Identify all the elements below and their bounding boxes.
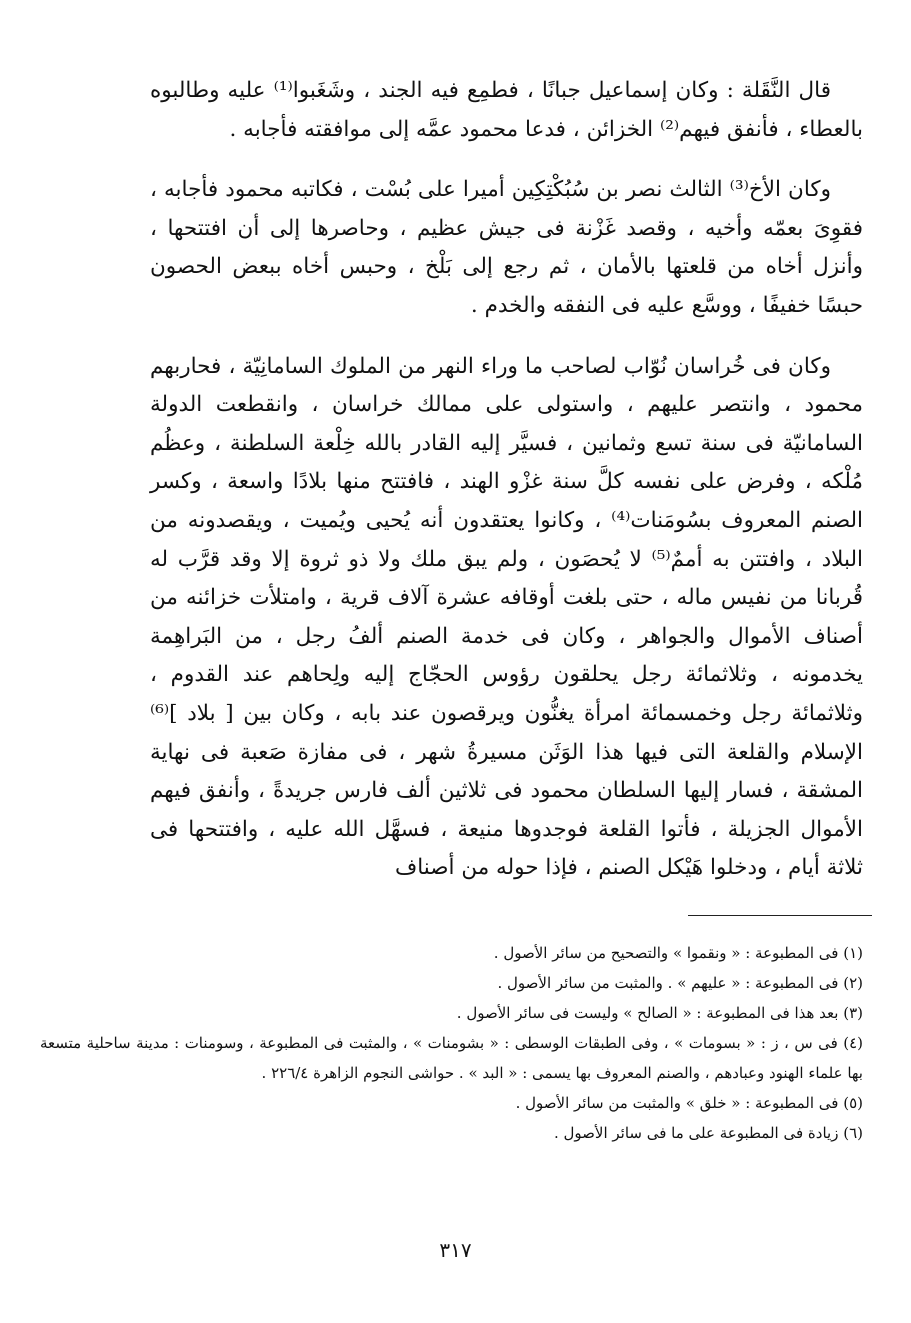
footnote-5: (٥) فى المطبوعة : « خلق » والمثبت من سائر الأصول . — [515, 1094, 863, 1112]
paragraph-2: وكان الأخ⁽³⁾ الثالث نصر بن سُبُكْتِكِين أميرا على بُسْت ، فكاتبه محمود فأجابه ، فقوِىَ بعمّه وأخيه ، وقصد غَزْنة فى جيش عظيم ، وحاصرها إلى أن افتتحها ، وأنزل أخاه من قلعتها بالأمان ، ثم رجع إلى بَلْخ ، وحبس أخاه ببعض الحصون حبسًا خفيفًا ، ووسَّع عليه فى النفقه والخدم . — [150, 177, 863, 318]
footnote-6: (٦) زيادة فى المطبوعة على ما فى سائر الأصول . — [553, 1124, 863, 1142]
footnote-divider — [688, 915, 872, 916]
footnote-3: (٣) بعد هذا فى المطبوعة : « الصالح » وليست فى سائر الأصول . — [456, 1004, 863, 1022]
footnote-4: (٤) فى س ، ز : « بسومات » ، وفى الطبقات الوسطى : « بشومنات » ، والمثبت فى المطبوعة ، وسومنات : مدينة ساحلية متسعة بها علماء الهنود وعبادهم ، والصنم المعروف بها يسمى : « البد » . حواشى النجوم الزاهرة ٢٢٦/٤ . — [40, 1034, 863, 1082]
paragraph-3: وكان فى خُراسان نُوّاب لصاحب ما وراء النهر من الملوك السامانِيّة ، فحاربهم محمود ، وانتصر عليهم ، واستولى على ممالك خراسان ، وانقطعت الدولة السامانيّة فى سنة تسع وثمانين ، فسيَّر إليه القادر بالله خِلْعة السلطنة ، وعظُم مُلْكه ، وفرض على نفسه كلَّ سنة غزْو الهند ، فافتتح منها بلادًا واسعة ، وكسر الصنم المعروف بسُومَنات⁽⁴⁾ ، وكانوا يعتقدون أنه يُحيى ويُميت ، ويقصدونه من البلاد ، وافتتن به أممٌ⁽⁵⁾ لا يُحصَون ، ولم يبق ملك ولا ذو ثروة إلا وقد قرَّب له قُربانا من نفيس ماله ، حتى بلغت أوقافه عشرة آلاف قرية ، وامتلأت خزائنه من أصناف الأموال والجواهر ، وكان فى خدمة الصنم ألفُ رجل ، من البَراهِمة يخدمونه ، وثلاثمائة رجل يحلقون رؤوس الحجّاج إليه ولِحاهم عند القدوم ، وثلاثمائة رجل وخمسمائة امرأة يغنُّون ويرقصون عند بابه ، وكان بين [ بلاد ]⁽⁶⁾ الإسلام والقلعة التى فيها هذا الوَثَن مسيرةُ شهر ، فى مفازة صَعبة فى نهاية المشقة ، فسار إليها السلطان محمود فى ثلاثين ألف فارس جريدةً ، وأنفق فيهم الأموال الجزيلة ، فأتوا القلعة فوجدوها منيعة ، فسهَّل الله عليه ، وافتتحها فى ثلاثة أيام ، ودخلوا هَيْكل الصنم ، فإذا حوله من أصناف — [150, 353, 863, 881]
page-number: ٣١٧ — [439, 1238, 472, 1262]
footnotes — [40, 938, 863, 1148]
footnote-1: (١) فى المطبوعة : « ونقموا » والتصحيح من سائر الأصول . — [493, 944, 863, 962]
paragraph-1: قال النَّقَلة : وكان إسماعيل جبانًا ، فطمِع فيه الجند ، وشَغَبوا⁽¹⁾ عليه وطالبوه بالعطاء ، فأنفق فيهم⁽²⁾ الخزائن ، فدعا محمود عمَّه إلى موافقته فأجابه . — [150, 78, 863, 142]
footnote-2: (٢) فى المطبوعة : « عليهم » . والمثبت من سائر الأصول . — [497, 974, 863, 992]
main-text — [150, 72, 863, 888]
